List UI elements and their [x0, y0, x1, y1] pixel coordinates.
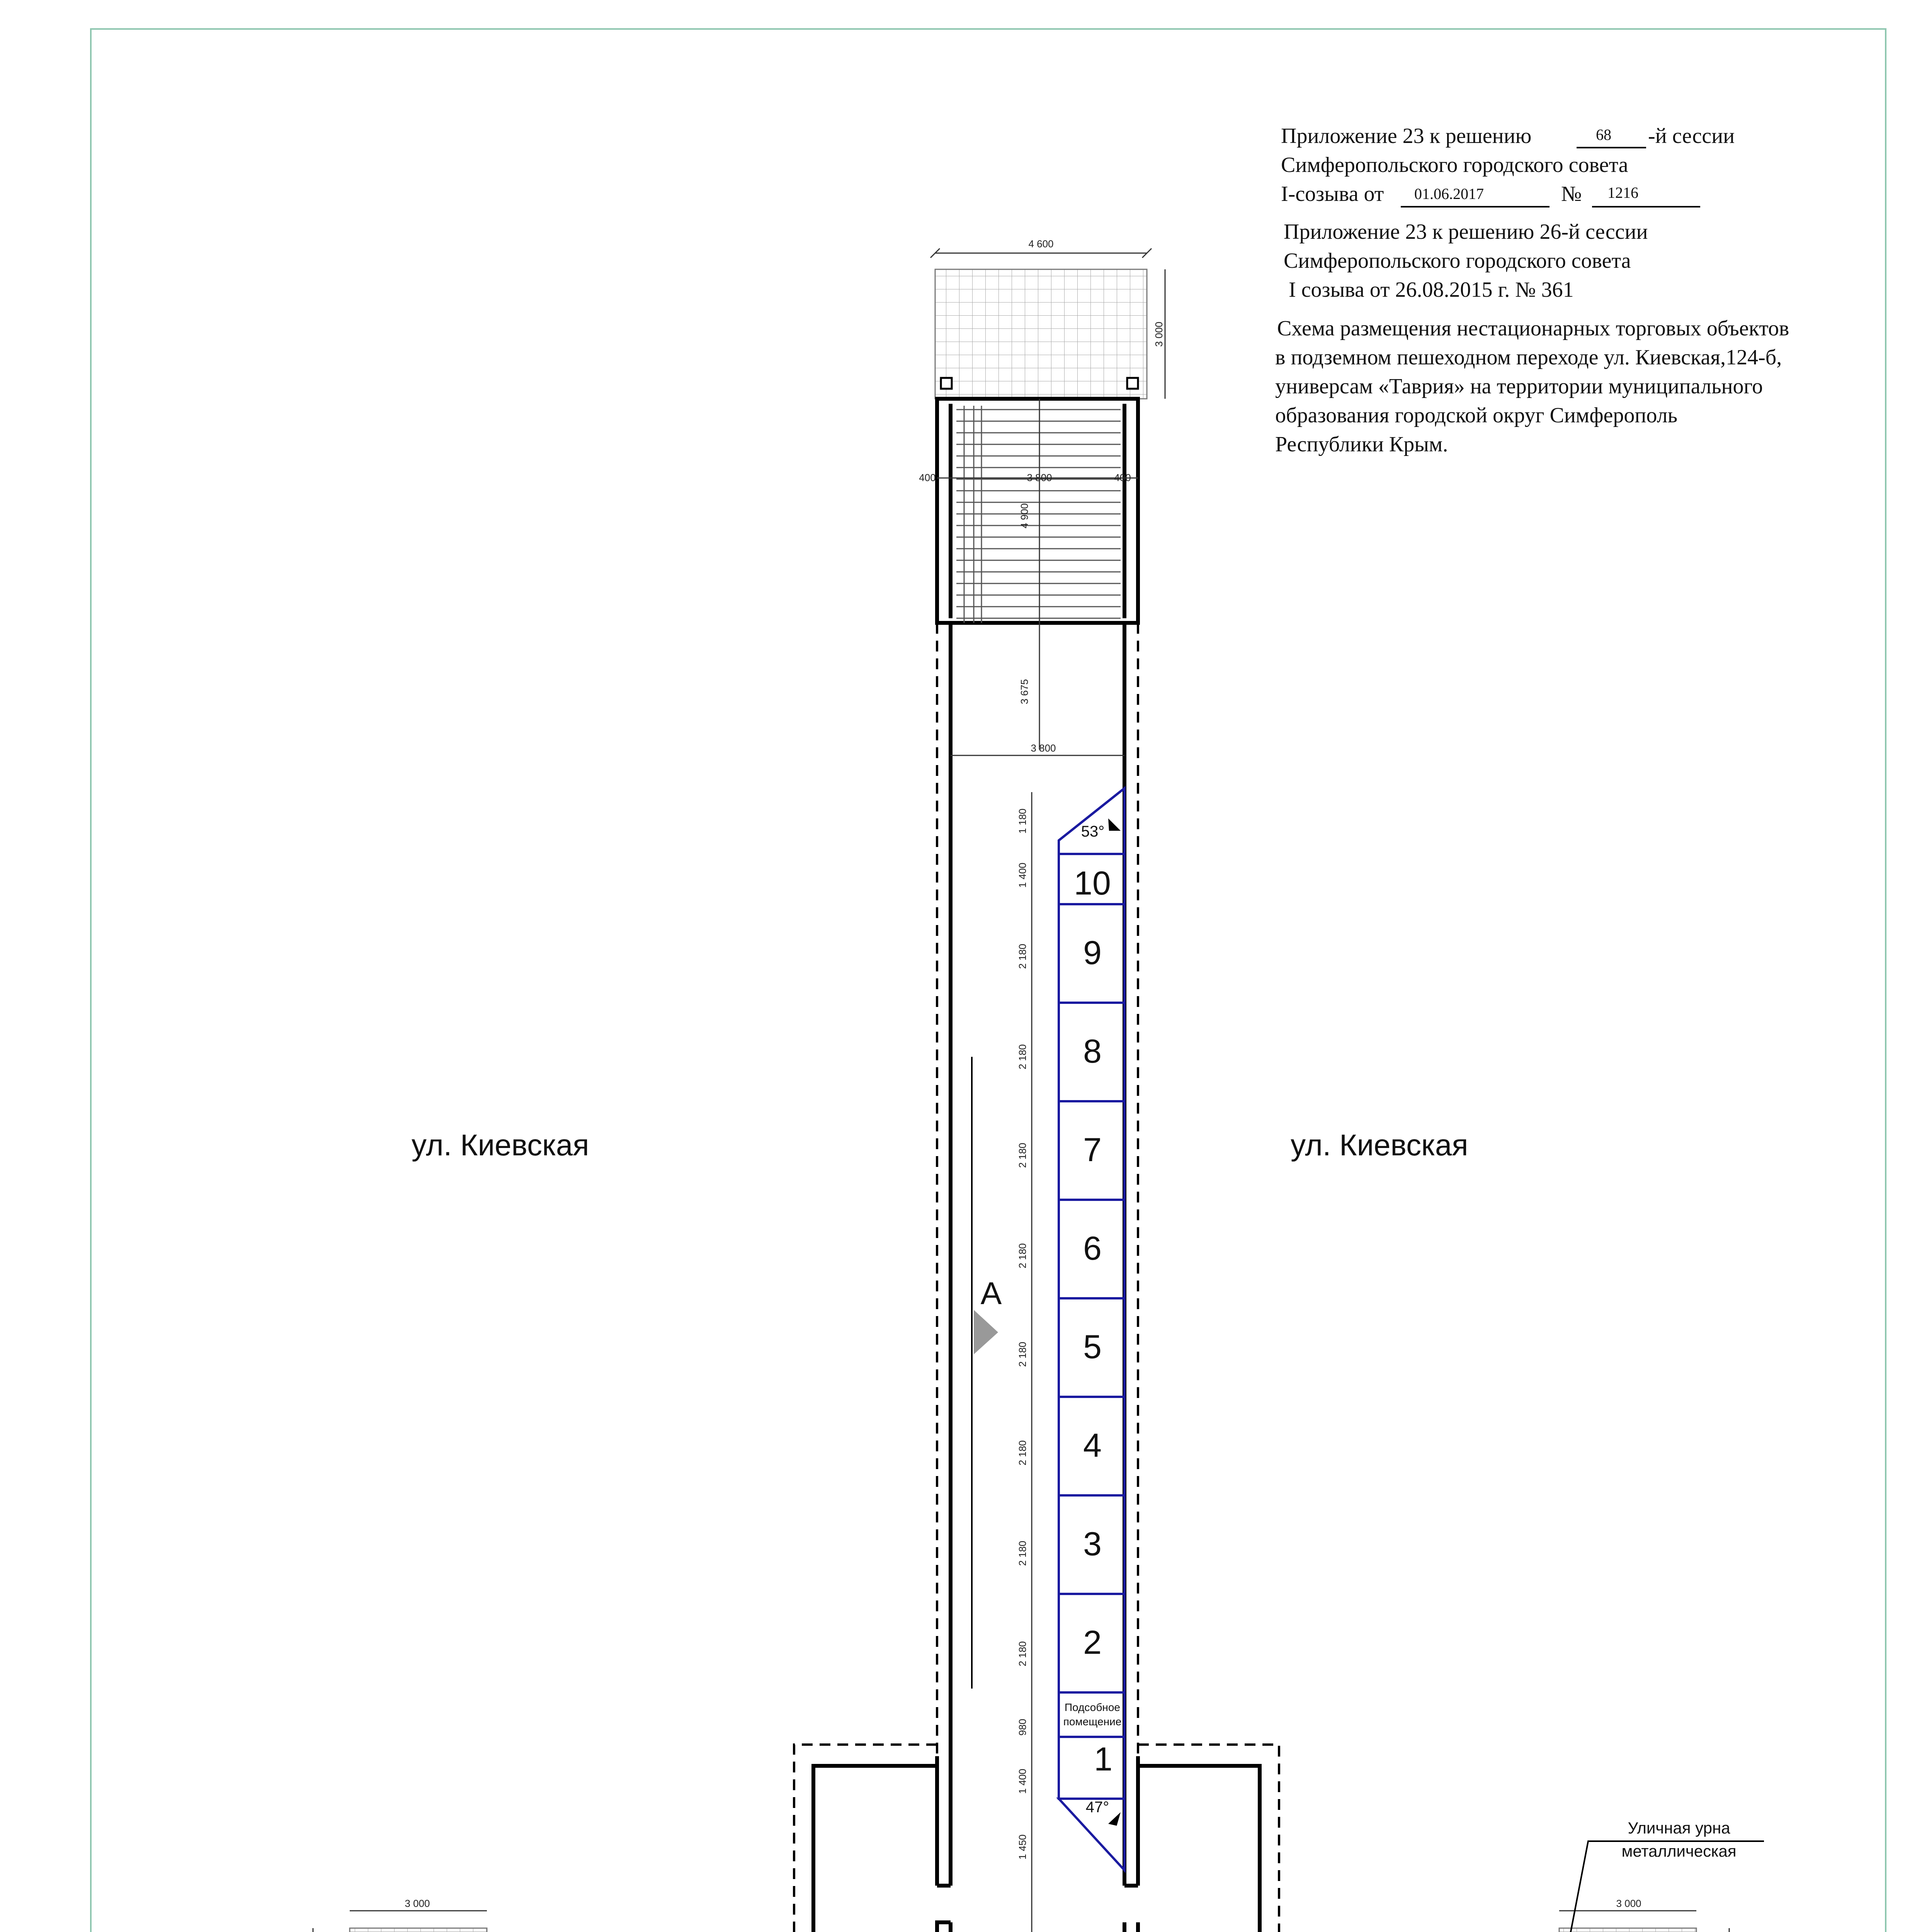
kiosk-1: 1 — [1094, 1741, 1112, 1778]
dim-seg-13: 1 450 — [1017, 1834, 1028, 1860]
scheme-title-line4: образования городской округ Симферополь — [1275, 403, 1678, 427]
annex-line1-pre: Приложение 23 к решению — [1281, 124, 1532, 148]
svg-text:Приложение 23 к решению — [1281, 124, 1531, 148]
annex-line2: Симферопольского городского совета — [1281, 153, 1628, 177]
dim-seg-8: 2 180 — [1017, 1440, 1028, 1466]
dim-top-width: 4 600 — [1028, 238, 1054, 250]
annex-block — [1281, 124, 1735, 302]
dim-corridor-len: 3 675 — [1019, 679, 1030, 704]
street-left: ул. Киевская — [412, 1128, 589, 1162]
dim-seg-1: 1 180 — [1017, 808, 1028, 834]
dim-seg-10: 2 180 — [1017, 1641, 1028, 1667]
urn-label-line2: металлическая — [1621, 1842, 1737, 1860]
dim-top-depth: 3 000 — [1153, 321, 1165, 347]
annex-line1-num: 68 — [1596, 126, 1611, 143]
utility-room-line2: помещение — [1063, 1716, 1122, 1728]
dim-right-platform-w: 3 000 — [1616, 1898, 1641, 1909]
dim-seg-7: 2 180 — [1017, 1342, 1028, 1367]
kiosk-10: 10 — [1074, 865, 1111, 902]
dim-seg-2: 1 400 — [1017, 862, 1028, 888]
right-platform — [1559, 1928, 1696, 1932]
annex-line4: Приложение 23 к решению 26-й сессии — [1284, 220, 1648, 244]
scheme-title-line5: Республики Крым. — [1275, 432, 1448, 456]
dim-stair-right: 400 — [1114, 472, 1131, 483]
angle-bottom: 47° — [1085, 1799, 1109, 1816]
dim-seg-3: 2 180 — [1017, 944, 1028, 969]
top-platform — [935, 269, 1147, 399]
scheme-title-line3: универсам «Таврия» на территории муниципального — [1275, 374, 1763, 398]
kiosk-5: 5 — [1083, 1328, 1102, 1366]
dim-stair-left: 400 — [919, 472, 936, 483]
annex-line3-pre: I-созыва от — [1281, 182, 1384, 206]
section-marker: А — [980, 1276, 1002, 1311]
section-arrow — [974, 1310, 998, 1354]
dim-seg-12: 1 400 — [1017, 1769, 1028, 1794]
dim-left-platform-w: 3 000 — [405, 1898, 430, 1909]
annex-line3-num: 1216 — [1607, 184, 1638, 201]
annex-line1-post: -й сессии — [1648, 124, 1735, 148]
dim-seg-5: 2 180 — [1017, 1143, 1028, 1168]
scheme-title-line2: в подземном пешеходном переходе ул. Киевская,124-б, — [1275, 345, 1782, 369]
dim-seg-6: 2 180 — [1017, 1243, 1028, 1269]
dim-seg-9: 2 180 — [1017, 1541, 1028, 1566]
utility-room-line1: Подсобное — [1065, 1701, 1120, 1713]
kiosk-9: 9 — [1083, 934, 1102, 971]
segment-dims — [1017, 808, 1028, 1932]
urn-label-line1: Уличная урна — [1628, 1819, 1730, 1837]
dim-seg-11: 980 — [1017, 1719, 1028, 1736]
dim-stair-mid: 3 800 — [1027, 472, 1052, 483]
top-stairs — [956, 406, 1121, 623]
annex-line5: Симферопольского городского совета — [1284, 249, 1631, 273]
street-right: ул. Киевская — [1291, 1128, 1468, 1162]
angle-top: 53° — [1081, 823, 1105, 840]
kiosk-7: 7 — [1083, 1131, 1102, 1168]
left-platform — [350, 1928, 487, 1932]
dim-seg-4: 2 180 — [1017, 1044, 1028, 1070]
dim-corridor-width: 3 800 — [1031, 742, 1056, 754]
annex-line6: I созыва от 26.08.2015 г. № 361 — [1289, 278, 1574, 302]
scheme-title-line1: Схема размещения нестационарных торговых объектов — [1277, 316, 1789, 340]
kiosk-8: 8 — [1083, 1033, 1102, 1070]
annex-line3-date: 01.06.2017 — [1414, 185, 1484, 202]
kiosk-4: 4 — [1083, 1427, 1102, 1464]
scheme-title — [1275, 316, 1789, 456]
dim-stair-len: 4 900 — [1019, 503, 1030, 529]
kiosk-6: 6 — [1083, 1230, 1102, 1267]
kiosk-3: 3 — [1083, 1526, 1102, 1563]
annex-line3-no: № — [1561, 182, 1582, 206]
kiosk-2: 2 — [1083, 1624, 1102, 1661]
